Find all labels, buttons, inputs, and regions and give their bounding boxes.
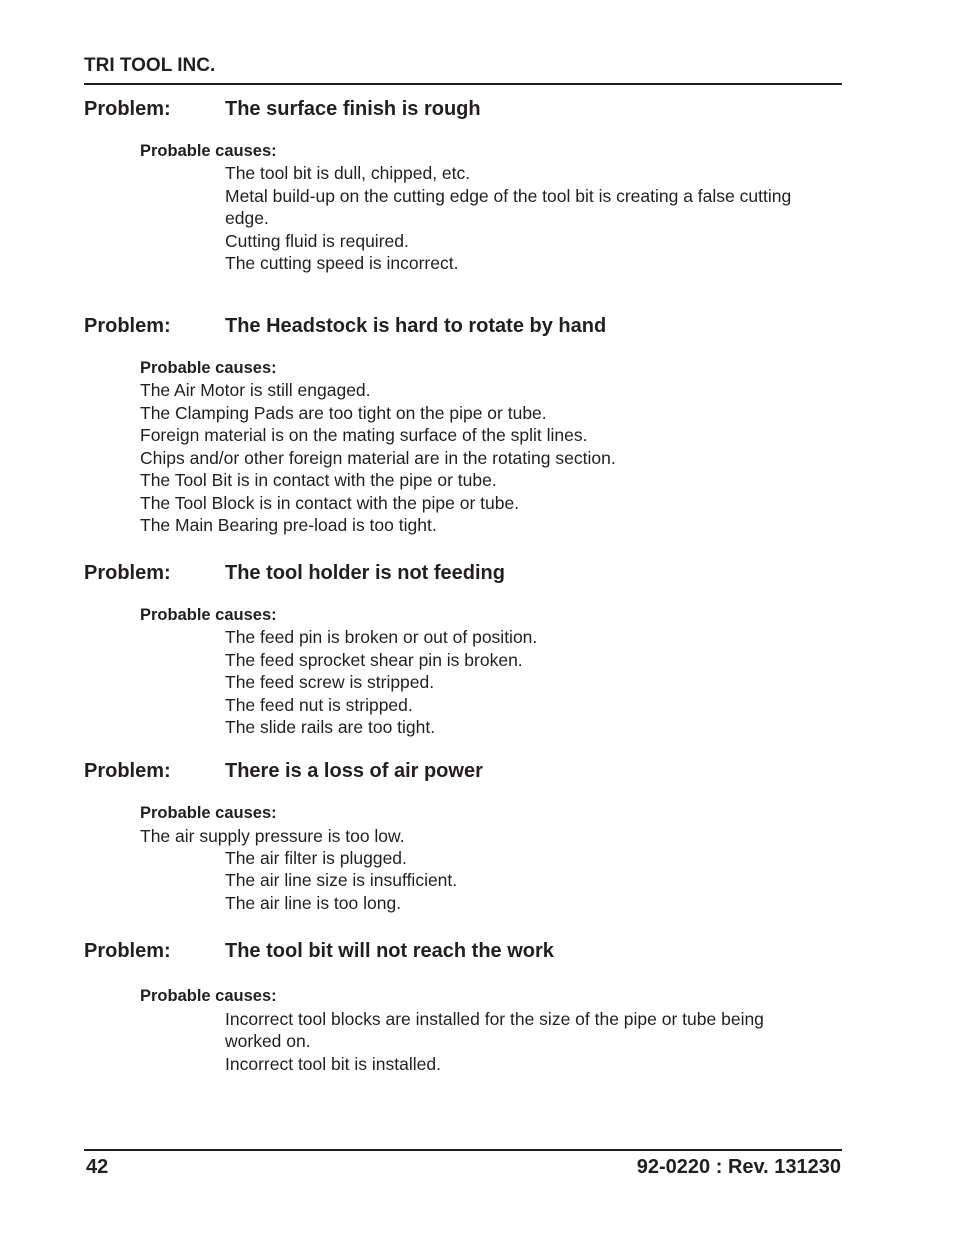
problem-title: The surface finish is rough xyxy=(225,98,481,120)
problem-section-surface-finish xyxy=(84,96,844,273)
probable-causes-label: Probable causes: xyxy=(140,359,277,377)
probable-causes-label: Probable causes: xyxy=(140,804,277,822)
problem-label: Problem: xyxy=(84,98,171,120)
problem-label: Problem: xyxy=(84,315,171,337)
header-rule xyxy=(84,83,842,85)
cause-item: edge. xyxy=(225,208,269,228)
cause-item: The Main Bearing pre-load is too tight. xyxy=(140,515,437,535)
cause-item: Foreign material is on the mating surface of the split lines. xyxy=(140,425,588,445)
problem-label: Problem: xyxy=(84,760,171,782)
cause-item: The air supply pressure is too low. xyxy=(140,826,405,846)
cause-item: Incorrect tool blocks are installed for the size of the pipe or tube being xyxy=(225,1009,764,1029)
cause-item: Incorrect tool bit is installed. xyxy=(225,1054,441,1074)
cause-item: Chips and/or other foreign material are in the rotating section. xyxy=(140,448,616,468)
cause-item: The Tool Block is in contact with the pipe or tube. xyxy=(140,493,520,513)
footer-rule xyxy=(84,1149,842,1151)
problem-section-tool-holder xyxy=(84,560,844,737)
page-number: 42 xyxy=(86,1156,109,1178)
probable-causes-label: Probable causes: xyxy=(140,606,277,624)
cause-item: The air line is too long. xyxy=(225,893,402,913)
cause-item: The Clamping Pads are too tight on the pipe or tube. xyxy=(140,403,547,423)
problem-title: The tool holder is not feeding xyxy=(225,562,505,584)
problem-section-headstock xyxy=(84,313,844,535)
document-revision: 92-0220 : Rev. 131230 xyxy=(636,1156,841,1178)
cause-item: The feed pin is broken or out of position. xyxy=(225,627,538,647)
company-name: TRI TOOL INC. xyxy=(84,55,216,76)
cause-item: Cutting fluid is required. xyxy=(225,231,409,251)
cause-item: The tool bit is dull, chipped, etc. xyxy=(225,163,471,183)
problem-label: Problem: xyxy=(84,940,171,962)
problem-title: The Headstock is hard to rotate by hand xyxy=(225,315,607,337)
problem-label: Problem: xyxy=(84,562,171,584)
cause-item: The air filter is plugged. xyxy=(225,848,407,868)
cause-item: The feed screw is stripped. xyxy=(225,672,435,692)
probable-causes-label: Probable causes: xyxy=(140,987,277,1005)
cause-item: The cutting speed is incorrect. xyxy=(225,253,459,273)
cause-item: worked on. xyxy=(225,1031,311,1051)
problem-title: The tool bit will not reach the work xyxy=(225,940,554,962)
problem-section-air-power xyxy=(84,758,844,913)
cause-item: The slide rails are too tight. xyxy=(225,717,436,737)
cause-item: The feed sprocket shear pin is broken. xyxy=(225,650,523,670)
cause-item: Metal build-up on the cutting edge of the tool bit is creating a false cutting xyxy=(225,186,792,206)
probable-causes-label: Probable causes: xyxy=(140,142,277,160)
cause-item: The Air Motor is still engaged. xyxy=(140,380,371,400)
cause-item: The air line size is insufficient. xyxy=(225,870,458,890)
cause-item: The feed nut is stripped. xyxy=(225,695,413,715)
cause-item: The Tool Bit is in contact with the pipe or tube. xyxy=(140,470,497,490)
problem-section-tool-bit-reach xyxy=(84,938,844,1074)
problem-title: There is a loss of air power xyxy=(225,760,483,782)
